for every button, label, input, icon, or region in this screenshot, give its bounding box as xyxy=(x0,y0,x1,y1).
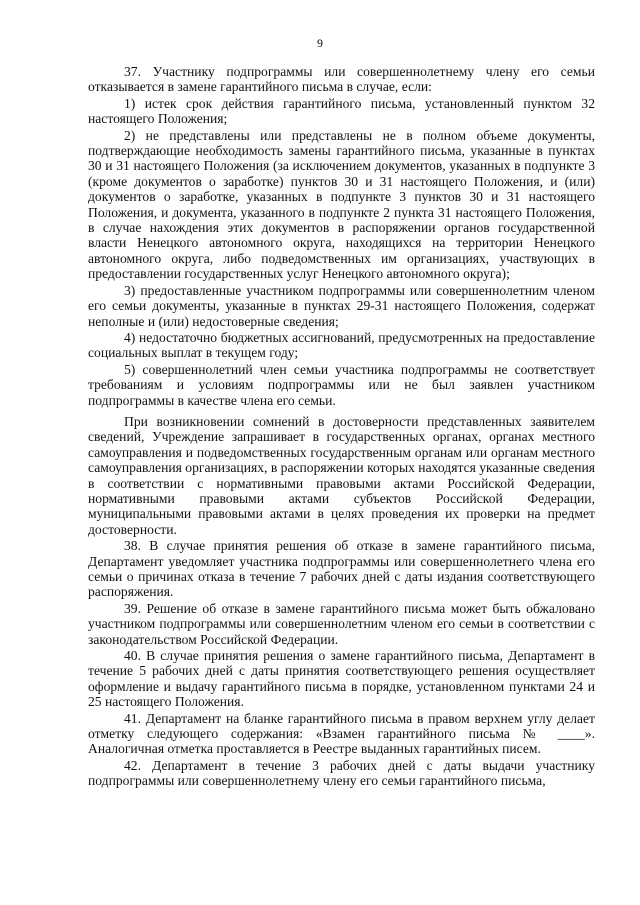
paragraph-37-item-1: 1) истек срок действия гарантийного письма, установленный пунктом 32 настоящего Положения; xyxy=(88,95,595,127)
paragraph-37-item-3: 3) предоставленные участником подпрограммы или совершеннолетним членом его семьи документы, указанные в пунктах 29-31 настоящего Положения, содержат неполные и (или) недостоверные сведения; xyxy=(88,282,595,329)
paragraph-42: 42. Департамент в течение 3 рабочих дней с даты выдачи участнику подпрограммы или совершеннолетнему члену его семьи гарантийного письма, xyxy=(88,757,595,789)
paragraph-37-item-2: 2) не представлены или представлены не в полном объеме документы, подтверждающие необходимость замены гарантийного письма, указанные в пунктах 30 и 31 настоящего Положения (за исключением документов, указанных в подпункте 3 (кроме документов о заработке) пунктов 30 и 31 настоящего Положения, и (или) документов о заработке, указанных в подпункте 3 пунктов 30 и 31 настоящего Положения, и документа, указанного в подпункте 2 пункта 31 настоящего Положения, в случае нахождения этих документов в распоряжении органов государственной власти Ненецкого автономного округа, находящихся на территории Ненецкого автономного округа, либо подведомственных им организациях, участвующих в предоставлении государственных услуг Ненецкого автономного округа); xyxy=(88,127,595,282)
paragraph-37-item-5: 5) совершеннолетний член семьи участника подпрограммы не соответствует требованиям и условиям подпрограммы или не был заявлен участником подпрограммы в качестве члена его семьи. xyxy=(88,361,595,408)
paragraph-40: 40. В случае принятия решения о замене гарантийного письма, Департамент в течение 5 рабочих дней с даты принятия соответствующего решения осуществляет оформление и выдачу гарантийного письма в порядке, установленном пунктами 24 и 25 настоящего Положения. xyxy=(88,648,595,710)
document-body xyxy=(88,64,595,789)
paragraph-37-item-4: 4) недостаточно бюджетных ассигнований, предусмотренных на предоставление социальных выплат в текущем году; xyxy=(88,329,595,361)
paragraph-37: 37. Участнику подпрограммы или совершеннолетнему члену его семьи отказывается в замене гарантийного письма в случае, если: xyxy=(88,64,595,95)
paragraph-41: 41. Департамент на бланке гарантийного письма в правом верхнем углу делает отметку следующего содержания: «Взамен гарантийного письма № ____». Аналогичная отметка проставляется в Реестре выданных гарантийных писем. xyxy=(88,710,595,757)
page-number: 9 xyxy=(317,36,323,50)
paragraph-38: 38. В случае принятия решения об отказе в замене гарантийного письма, Департамент уведомляет участника подпрограммы или совершеннолетнего члена его семьи о причинах отказа в течение 7 рабочих дней с даты издания соответствующего распоряжения. xyxy=(88,538,595,600)
paragraph-39: 39. Решение об отказе в замене гарантийного письма может быть обжаловано участником подпрограммы или совершеннолетним членом его семьи в соответствии с законодательством Российской Федерации. xyxy=(88,600,595,647)
paragraph-verification: При возникновении сомнений в достоверности представленных заявителем сведений, Учреждение запрашивает в государственных органах, органах местного самоуправления и подведомственных государственным органам или органам местного самоуправления организациях, в распоряжении которых находятся указанные сведения в соответствии с нормативными правовыми актами Российской Федерации, нормативными правовыми актами субъектов Российской Федерации, муниципальными правовыми актами в целях проведения их проверки на предмет достоверности. xyxy=(88,413,595,537)
